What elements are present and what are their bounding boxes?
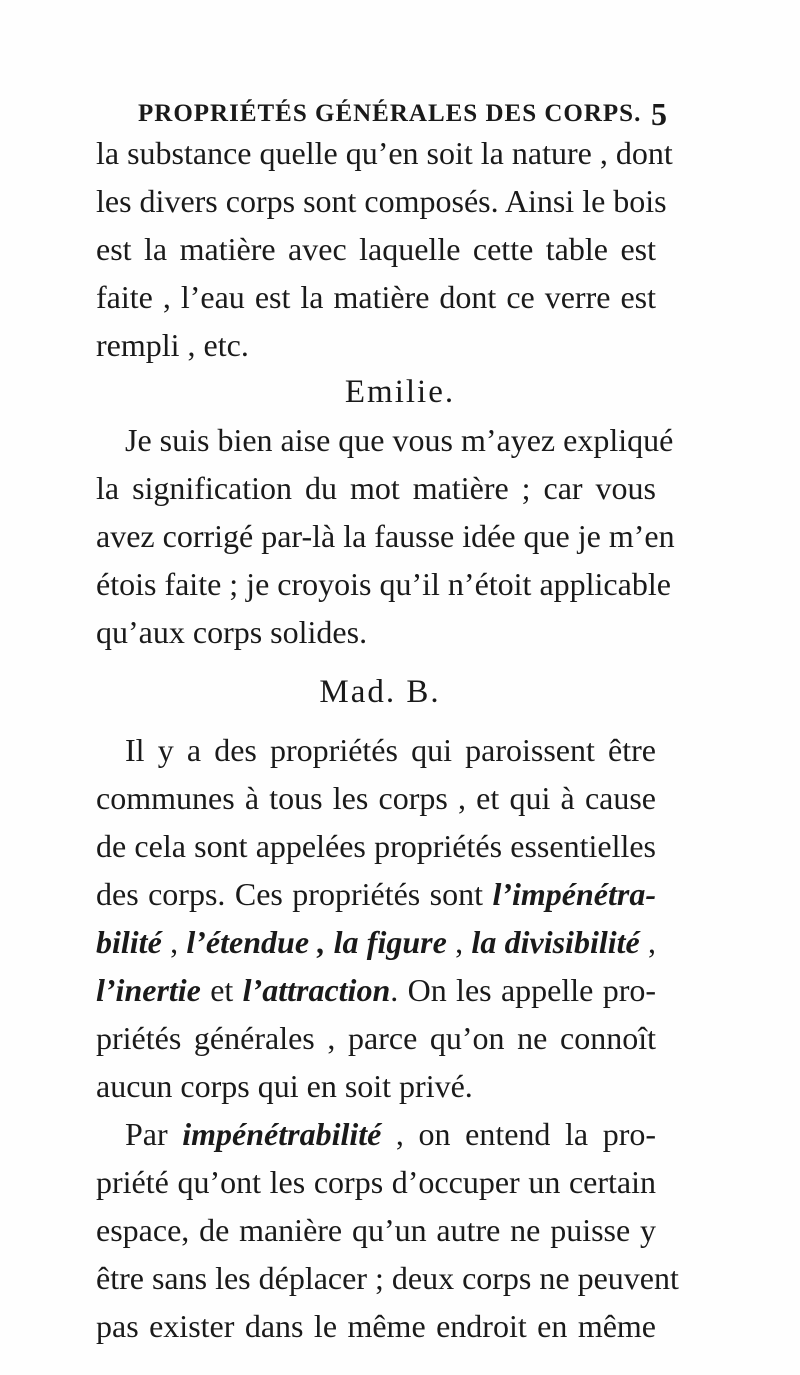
- speaker-name: Mad. B.: [319, 674, 441, 710]
- text-run: . On les appelle pro-: [390, 972, 656, 1008]
- page-number: 5: [651, 96, 668, 132]
- text-line: de cela sont appelées propriétés essentielles: [96, 828, 656, 864]
- text-line: [125, 1114, 656, 1154]
- text-run: et: [200, 972, 243, 1008]
- text-line: la substance quelle qu’en soit la nature , dont: [96, 135, 673, 171]
- text-line: faite , l’eau est la matière dont ce verre est: [96, 279, 656, 315]
- text-line: aucun corps qui en soit privé.: [96, 1068, 473, 1104]
- text-line: Je suis bien aise que vous m’ayez expliqué: [125, 422, 674, 458]
- text-line: [96, 874, 656, 914]
- text-line: qu’aux corps solides.: [96, 614, 368, 650]
- text-line: communes à tous les corps , et qui à cause: [96, 780, 656, 816]
- text-line: [96, 970, 656, 1010]
- text-line: [96, 922, 656, 962]
- text-line: être sans les déplacer ; deux corps ne peuvent: [96, 1260, 679, 1296]
- text-run: des corps. Ces propriétés sont: [96, 876, 493, 912]
- speaker-name: Emilie.: [344, 374, 456, 410]
- text-line: pas exister dans le même endroit en même: [96, 1308, 656, 1344]
- text-run: , on entend la pro-: [381, 1116, 657, 1152]
- italic-run: la divisibilité: [471, 924, 640, 960]
- text-line: la signification du mot matière ; car vous: [96, 470, 656, 506]
- running-head-title: PROPRIÉTÉS GÉNÉRALES DES CORPS.: [138, 100, 642, 127]
- text-run: Par: [125, 1116, 183, 1152]
- text-run: ,: [639, 924, 657, 960]
- italic-run: impénétrabilité: [182, 1116, 382, 1152]
- italic-run: l’inertie: [96, 972, 201, 1008]
- italic-run: l’étendue , la figure: [186, 924, 447, 960]
- text-run: ,: [161, 924, 187, 960]
- italic-run: l’impénétra-: [492, 876, 656, 912]
- text-line: avez corrigé par-là la fausse idée que je m’en: [96, 518, 675, 554]
- text-line: espace, de manière qu’un autre ne puisse y: [96, 1212, 656, 1248]
- text-line: Il y a des propriétés qui paroissent être: [125, 732, 656, 768]
- text-line: les divers corps sont composés. Ainsi le bois: [96, 183, 667, 219]
- text-line: priété qu’ont les corps d’occuper un certain: [96, 1164, 656, 1200]
- text-line: étois faite ; je croyois qu’il n’étoit applicable: [96, 566, 671, 602]
- text-line: est la matière avec laquelle cette table est: [96, 231, 656, 267]
- text-line: rempli , etc.: [96, 327, 249, 363]
- italic-run: l’attraction: [242, 972, 391, 1008]
- running-head: [138, 96, 668, 134]
- text-line: priétés générales , parce qu’on ne connoît: [96, 1020, 656, 1056]
- italic-run: bilité: [96, 924, 162, 960]
- text-run: ,: [446, 924, 472, 960]
